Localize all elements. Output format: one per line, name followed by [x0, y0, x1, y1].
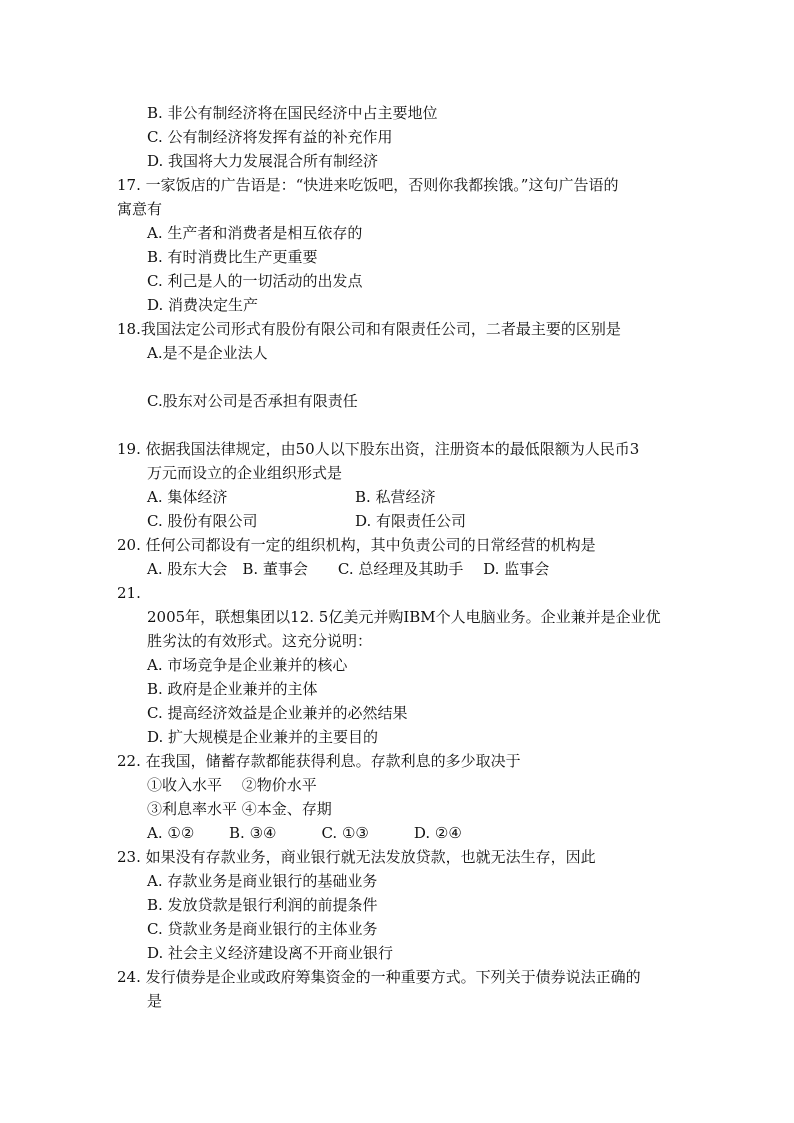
text-line: A. 生产者和消费者是相互依存的 [147, 224, 363, 242]
option-right: B. 私营经济 [355, 488, 436, 506]
text-line: A. 股东大会 B. 董事会 C. 总经理及其助手 D. 监事会 [147, 560, 550, 578]
option-right: D. 有限责任公司 [355, 512, 467, 530]
text-line: 是 [147, 992, 163, 1010]
text-line: D. 消费决定生产 [147, 296, 259, 314]
text-line: B. 非公有制经济将在国民经济中占主要地位 [147, 104, 438, 122]
text-line: ①收入水平 ②物价水平 [147, 776, 317, 794]
text-line: C. 贷款业务是商业银行的主体业务 [147, 920, 378, 938]
text-line: 寓意有 [117, 200, 163, 218]
text-line: D. 扩大规模是企业兼并的主要目的 [147, 728, 379, 746]
text-line: B. 发放贷款是银行利润的前提条件 [147, 896, 378, 914]
text-line: A. 存款业务是商业银行的基础业务 [147, 872, 378, 890]
option-left: C. 股份有限公司 [147, 512, 258, 530]
text-line: C. 利己是人的一切活动的出发点 [147, 272, 363, 290]
text-line: B. 有时消费比生产更重要 [147, 248, 318, 266]
text-line: D. 我国将大力发展混合所有制经济 [147, 152, 379, 170]
text-line: C. 提高经济效益是企业兼并的必然结果 [147, 704, 408, 722]
text-line: ③利息率水平 ④本金、存期 [147, 800, 332, 818]
text-line: C.股东对公司是否承担有限责任 [147, 392, 358, 410]
option-left: A. 集体经济 [147, 488, 228, 506]
text-line: 17. 一家饭店的广告语是：“快进来吃饭吧，否则你我都挨饿。”这句广告语的 [117, 176, 619, 194]
text-line: 23. 如果没有存款业务，商业银行就无法发放贷款，也就无法生存，因此 [117, 848, 596, 866]
text-line: B. 政府是企业兼并的主体 [147, 680, 318, 698]
text-line: 19. 依据我国法律规定，由50人以下股东出资，注册资本的最低限额为人民币3 [117, 440, 640, 458]
text-line: 万元而设立的企业组织形式是 [147, 464, 343, 482]
text-line: 18.我国法定公司形式有股份有限公司和有限责任公司，二者最主要的区别是 [117, 320, 621, 338]
text-line: A. 市场竞争是企业兼并的核心 [147, 656, 348, 674]
text-line: A.是不是企业法人 [147, 344, 268, 362]
text-line: 24. 发行债券是企业或政府筹集资金的一种重要方式。下列关于债券说法正确的 [117, 968, 641, 986]
text-line: 胜劣汰的有效形式。这充分说明： [147, 632, 373, 650]
text-line: 21. [117, 584, 141, 602]
text-line: A. ①② B. ③④ C. ①③ D. ②④ [147, 824, 462, 842]
text-line: D. 社会主义经济建设离不开商业银行 [147, 944, 394, 962]
text-line: 2005年，联想集团以12. 5亿美元并购IBM个人电脑业务。企业兼并是企业优 [147, 608, 661, 626]
text-line: 22. 在我国，储蓄存款都能获得利息。存款利息的多少取决于 [117, 752, 521, 770]
text-line: C. 公有制经济将发挥有益的补充作用 [147, 128, 393, 146]
text-line: 20. 任何公司都设有一定的组织机构，其中负责公司的日常经营的机构是 [117, 536, 596, 554]
